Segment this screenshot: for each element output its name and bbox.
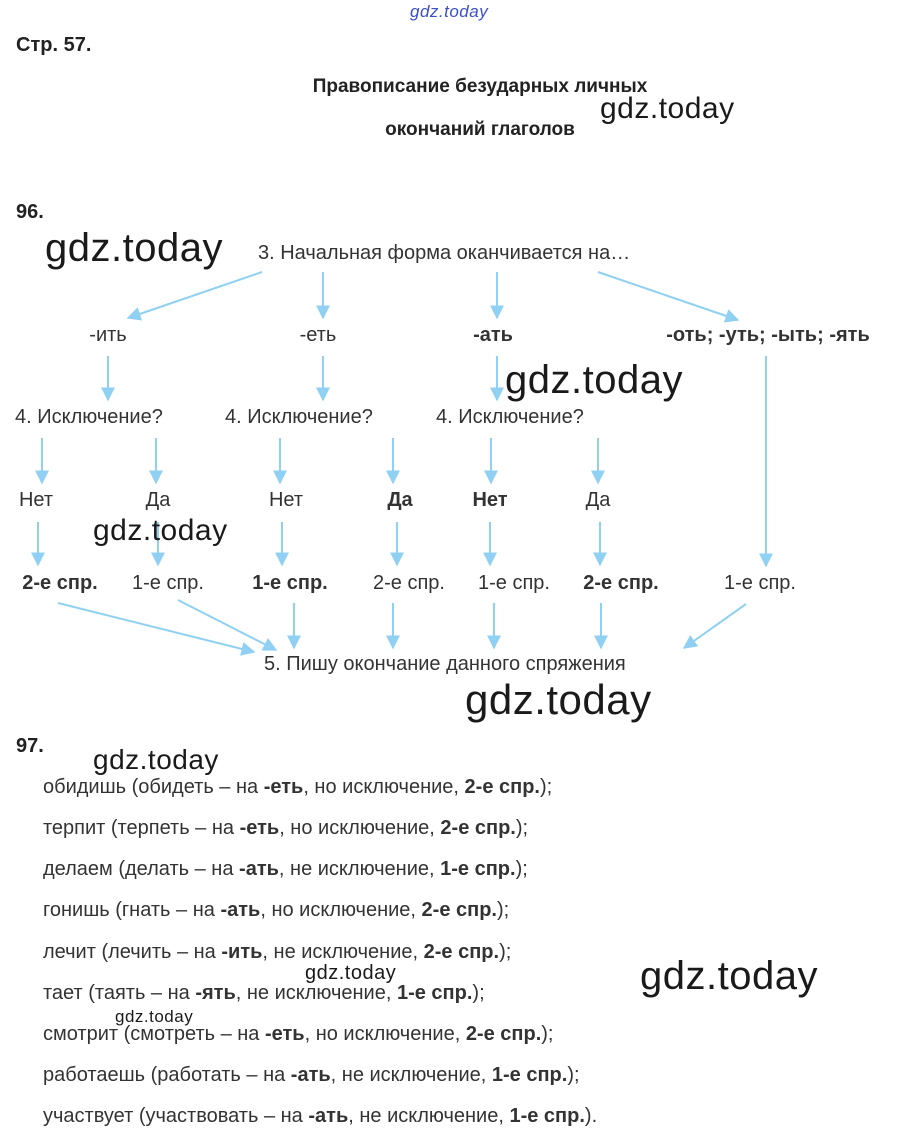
arrow-c1-result [58,603,254,652]
watermark: gdz.today [600,92,735,125]
result-node: 5. Пишу окончание данного спряжения [264,653,626,675]
answer-line: делаем (делать – на -ать, не исключение, 1-е спр.); [43,858,528,880]
answer-yes: Да [585,489,611,511]
exception-question: 4. Исключение? [225,406,373,428]
answer-line: смотрит (смотреть – на -еть, но исключение, 2-е спр.); [43,1023,554,1045]
watermark: gdz.today [465,676,652,723]
section-title-line2: окончаний глаголов [385,119,575,140]
answer-yes: Да [387,489,413,511]
watermark: gdz.today [93,744,219,775]
exercise-96-number: 96. [16,201,44,223]
answer-line: тает (таять – на -ять, не исключение, 1-е спр.); [43,982,485,1004]
conjugation: 2-е спр. [22,572,98,594]
watermark: gdz.today [45,226,223,270]
answer-no: Нет [472,489,508,511]
answer-yes: Да [145,489,171,511]
arrow-c2-result [178,600,276,650]
arrow-root-to-it [128,272,262,318]
arrow-root-to-other [598,272,738,320]
watermark-top: gdz.today [410,2,489,21]
answer-line: участвует (участвовать – на -ать, не исключение, 1-е спр.). [43,1105,598,1127]
root-node: 3. Начальная форма оканчивается на… [258,242,631,264]
watermark: gdz.today [640,954,818,998]
exception-question: 4. Исключение? [436,406,584,428]
section-title-line1: Правописание безударных личных [312,76,648,97]
ending-et: -еть [299,324,337,346]
conjugation: 1-е спр. [252,572,328,594]
conjugation: 1-е спр. [724,572,796,594]
exercise-97-number: 97. [16,735,44,757]
watermark: gdz.today [93,514,228,547]
answer-no: Нет [18,489,54,511]
answer-line: лечит (лечить – на -ить, не исключение, 2-е спр.); [43,941,512,963]
conjugation: 2-е спр. [583,572,659,594]
answer-line: гонишь (гнать – на -ать, но исключение, 2-е спр.); [43,899,510,921]
answer-line: терпит (терпеть – на -еть, но исключение, 2-е спр.); [43,817,529,839]
watermark: gdz.today [305,962,397,984]
conjugation: 1-е спр. [478,572,550,594]
answer-line: работаешь (работать – на -ать, не исключение, 1-е спр.); [43,1064,580,1086]
watermark: gdz.today [505,358,683,402]
ending-at: -ать [473,324,513,346]
arrow-c7-result [684,604,746,648]
conjugation: 1-е спр. [132,572,204,594]
answer-line: обидишь (обидеть – на -еть, но исключение, 2-е спр.); [43,776,553,798]
page-label: Стр. 57. [16,34,92,56]
ending-other: -оть; -уть; -ыть; -ять [666,324,870,346]
watermark: gdz.today [115,1007,194,1026]
answer-no: Нет [268,489,304,511]
exception-question: 4. Исключение? [15,406,163,428]
ending-it: -ить [89,324,127,346]
conjugation: 2-е спр. [373,572,445,594]
